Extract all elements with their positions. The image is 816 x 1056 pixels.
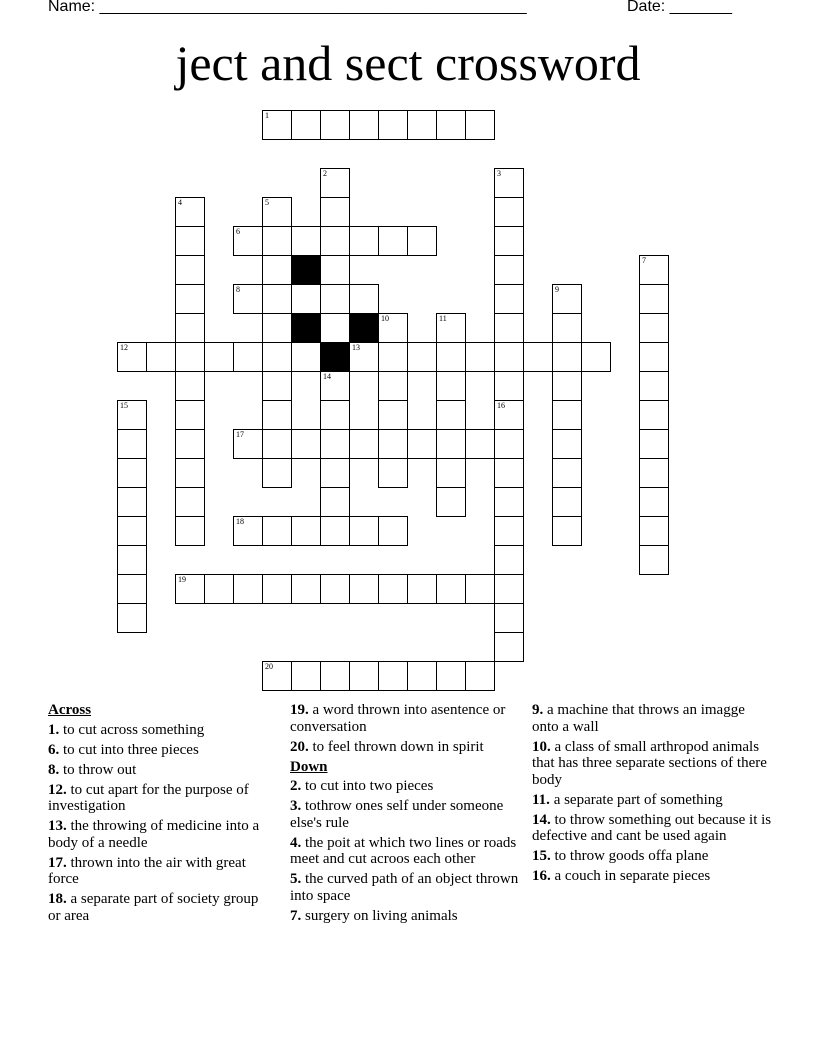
grid-cell[interactable]	[175, 313, 205, 343]
grid-cell[interactable]	[436, 313, 466, 343]
clue-across-18: 18. a separate part of society group or area	[48, 891, 259, 924]
grid-cell[interactable]	[494, 197, 524, 227]
grid-cell[interactable]	[494, 458, 524, 488]
grid-cell[interactable]	[465, 574, 495, 604]
clue-number: 16	[497, 401, 505, 410]
clues-column-2	[290, 702, 525, 928]
clue-number: 12	[120, 343, 128, 352]
clue-down-14: 14. to throw something out because it is defective and cant be used again	[532, 811, 772, 844]
grid-cell[interactable]	[291, 429, 321, 459]
grid-cell[interactable]	[233, 284, 263, 314]
clue-down-11: 11. a separate part of something	[532, 791, 723, 808]
clue-down-2: 2. to cut into two pieces	[290, 778, 434, 794]
grid-cell[interactable]	[146, 342, 176, 372]
grid-cell[interactable]	[436, 574, 466, 604]
grid-cell[interactable]	[552, 458, 582, 488]
clue-number: 15	[120, 401, 128, 410]
grid-cell[interactable]	[639, 371, 669, 401]
grid-cell[interactable]	[378, 371, 408, 401]
grid-cell[interactable]	[639, 487, 669, 517]
grid-cell[interactable]	[117, 487, 147, 517]
black-square	[292, 256, 320, 284]
black-square	[350, 314, 378, 342]
clue-across-1: 1. to cut across something	[48, 721, 205, 738]
grid-cell[interactable]	[436, 110, 466, 140]
grid-cell[interactable]	[349, 661, 379, 691]
grid-cell[interactable]	[407, 661, 437, 691]
grid-cell[interactable]	[117, 574, 147, 604]
grid-cell[interactable]	[552, 400, 582, 430]
grid-cell[interactable]	[117, 603, 147, 633]
grid-cell[interactable]	[465, 110, 495, 140]
grid-cell[interactable]	[117, 516, 147, 546]
grid-cell[interactable]	[407, 226, 437, 256]
grid-cell[interactable]	[494, 255, 524, 285]
grid-cell[interactable]	[291, 226, 321, 256]
grid-cell[interactable]	[291, 574, 321, 604]
clue-down-7: 7. surgery on living animals	[290, 907, 458, 924]
page-title: ject and sect crossword	[175, 35, 641, 91]
grid-cell[interactable]	[175, 284, 205, 314]
grid-cell[interactable]	[465, 342, 495, 372]
grid-cell[interactable]	[175, 255, 205, 285]
clue-number: 2	[323, 169, 327, 178]
grid-cell[interactable]	[436, 371, 466, 401]
grid-cell[interactable]	[378, 516, 408, 546]
grid-cell[interactable]	[204, 574, 234, 604]
clue-number: 9	[555, 285, 559, 294]
grid-cell[interactable]	[320, 661, 350, 691]
clue-number: 18	[236, 517, 244, 526]
grid-cell[interactable]	[639, 313, 669, 343]
grid-cell[interactable]	[175, 226, 205, 256]
grid-cell[interactable]	[494, 226, 524, 256]
grid-cell[interactable]	[175, 487, 205, 517]
grid-cell[interactable]	[349, 226, 379, 256]
grid-cell[interactable]	[465, 661, 495, 691]
grid-cell[interactable]	[436, 342, 466, 372]
across-heading: Across	[48, 702, 92, 718]
grid-cell[interactable]	[639, 400, 669, 430]
grid-cell[interactable]	[117, 429, 147, 459]
clue-number: 19	[178, 575, 186, 584]
grid-cell[interactable]	[465, 429, 495, 459]
grid-cell[interactable]	[523, 342, 553, 372]
grid-cell[interactable]	[320, 197, 350, 227]
grid-cell[interactable]	[320, 255, 350, 285]
clue-across-8: 8. to throw out	[48, 761, 137, 778]
clue-across-17: 17. thrown into the air with great force	[48, 854, 246, 887]
grid-cell[interactable]	[291, 342, 321, 372]
grid-cell[interactable]	[175, 574, 205, 604]
grid-cell[interactable]	[291, 284, 321, 314]
grid-cell[interactable]	[552, 342, 582, 372]
grid-cell[interactable]	[494, 313, 524, 343]
black-square	[292, 314, 320, 342]
grid-cell[interactable]	[320, 110, 350, 140]
grid-cell[interactable]	[320, 574, 350, 604]
down-heading: Down	[290, 758, 328, 775]
grid-cell[interactable]	[494, 371, 524, 401]
grid-cell[interactable]	[204, 342, 234, 372]
grid-cell[interactable]	[233, 516, 263, 546]
grid-cell[interactable]	[262, 197, 292, 227]
grid-cell[interactable]	[407, 110, 437, 140]
clue-number: 6	[236, 227, 240, 236]
grid-cell[interactable]	[349, 516, 379, 546]
grid-cell[interactable]	[262, 516, 292, 546]
clue-number: 14	[323, 372, 331, 381]
grid-cell[interactable]	[639, 342, 669, 372]
grid-cell[interactable]	[378, 226, 408, 256]
clue-across-19: 19. a word thrown into asentence or conversation	[290, 702, 506, 735]
clue-down-9: 9. a machine that throws an imagge onto a wall	[532, 702, 745, 735]
name-field-label: Name: ________________________________________________	[48, 0, 527, 15]
clue-down-3: 3. tothrow ones self under someone else's rule	[290, 798, 504, 831]
grid-cell[interactable]	[262, 226, 292, 256]
grid-cell[interactable]	[436, 661, 466, 691]
grid-cell[interactable]	[320, 168, 350, 198]
grid-cell[interactable]	[320, 400, 350, 430]
grid-cell[interactable]	[262, 110, 292, 140]
grid-cell[interactable]	[494, 516, 524, 546]
grid-cell[interactable]	[175, 371, 205, 401]
grid-cell[interactable]	[552, 313, 582, 343]
grid-cell[interactable]	[233, 429, 263, 459]
clue-across-13: 13. the throwing of medicine into a body of a needle	[48, 818, 260, 851]
grid-cell[interactable]	[494, 487, 524, 517]
grid-cell[interactable]	[552, 487, 582, 517]
clues-column-1	[48, 702, 273, 928]
grid-cell[interactable]	[262, 342, 292, 372]
grid-cell[interactable]	[175, 516, 205, 546]
clue-number: 8	[236, 285, 240, 294]
grid-cell[interactable]	[320, 342, 350, 372]
clue-number: 17	[236, 430, 244, 439]
grid-cell[interactable]	[552, 516, 582, 546]
grid-cell[interactable]	[378, 574, 408, 604]
grid-cell[interactable]	[639, 429, 669, 459]
grid-cell[interactable]	[639, 458, 669, 488]
grid-cell[interactable]	[262, 400, 292, 430]
grid-cell[interactable]	[552, 371, 582, 401]
grid-cell[interactable]	[378, 458, 408, 488]
grid-cell[interactable]	[494, 574, 524, 604]
clue-down-16: 16. a couch in separate pieces	[532, 868, 711, 884]
grid-cell[interactable]	[378, 342, 408, 372]
clue-number: 13	[352, 343, 360, 352]
grid-cell[interactable]	[233, 574, 263, 604]
grid-cell[interactable]	[407, 342, 437, 372]
clue-across-20: 20. to feel thrown down in spirit	[290, 738, 484, 755]
grid-cell[interactable]	[378, 313, 408, 343]
grid-cell[interactable]	[349, 284, 379, 314]
grid-cell[interactable]	[320, 429, 350, 459]
grid-cell[interactable]	[494, 400, 524, 430]
grid-cell[interactable]	[262, 284, 292, 314]
grid-cell[interactable]	[320, 226, 350, 256]
grid-cell[interactable]	[117, 545, 147, 575]
grid-cell[interactable]	[320, 313, 350, 343]
clue-number: 1	[265, 111, 269, 120]
grid-cell[interactable]	[639, 545, 669, 575]
clue-number: 7	[642, 256, 646, 265]
grid-cell[interactable]	[494, 342, 524, 372]
grid-cell[interactable]	[552, 429, 582, 459]
date-field-label: Date: _______	[627, 0, 732, 15]
grid-cell[interactable]	[349, 110, 379, 140]
grid-cell[interactable]	[436, 487, 466, 517]
grid-cell[interactable]	[378, 400, 408, 430]
grid-cell[interactable]	[378, 110, 408, 140]
grid-cell[interactable]	[349, 342, 379, 372]
grid-cell[interactable]	[494, 545, 524, 575]
grid-cell[interactable]	[639, 255, 669, 285]
grid-cell[interactable]	[320, 371, 350, 401]
grid-cell[interactable]	[349, 574, 379, 604]
clue-number: 5	[265, 198, 269, 207]
clue-number: 11	[439, 314, 447, 323]
clue-number: 4	[178, 198, 182, 207]
grid-cell[interactable]	[175, 458, 205, 488]
grid-cell[interactable]	[378, 661, 408, 691]
grid-cell[interactable]	[117, 342, 147, 372]
grid-cell[interactable]	[233, 226, 263, 256]
grid-cell[interactable]	[494, 284, 524, 314]
grid-cell[interactable]	[320, 458, 350, 488]
clue-across-12: 12. to cut apart for the purpose of investigation	[48, 781, 249, 814]
grid-cell[interactable]	[175, 400, 205, 430]
grid-cell[interactable]	[378, 429, 408, 459]
grid-cell[interactable]	[320, 487, 350, 517]
grid-cell[interactable]	[175, 429, 205, 459]
grid-cell[interactable]	[494, 429, 524, 459]
grid-cell[interactable]	[262, 574, 292, 604]
clue-number: 3	[497, 169, 501, 178]
grid-cell[interactable]	[349, 429, 379, 459]
grid-cell[interactable]	[320, 516, 350, 546]
grid-cell[interactable]	[639, 284, 669, 314]
grid-cell[interactable]	[552, 284, 582, 314]
grid-cell[interactable]	[262, 661, 292, 691]
grid-cell[interactable]	[262, 429, 292, 459]
grid-cell[interactable]	[320, 284, 350, 314]
clues-column-3	[532, 702, 772, 888]
grid-cell[interactable]	[262, 371, 292, 401]
grid-cell[interactable]	[494, 632, 524, 662]
clue-number: 10	[381, 314, 389, 323]
clue-down-5: 5. the curved path of an object thrown into space	[290, 871, 519, 904]
clue-across-6: 6. to cut into three pieces	[48, 741, 199, 758]
grid-cell[interactable]	[117, 400, 147, 430]
clue-number: 20	[265, 662, 273, 671]
grid-cell[interactable]	[407, 574, 437, 604]
grid-cell[interactable]	[175, 342, 205, 372]
clue-down-4: 4. the poit at which two lines or roads meet and cut acroos each other	[290, 834, 517, 867]
grid-cell[interactable]	[291, 516, 321, 546]
grid-cell[interactable]	[262, 458, 292, 488]
grid-cell[interactable]	[494, 603, 524, 633]
grid-cell[interactable]	[494, 168, 524, 198]
grid-cell[interactable]	[436, 400, 466, 430]
grid-cell[interactable]	[262, 255, 292, 285]
grid-cell[interactable]	[291, 661, 321, 691]
grid-cell[interactable]	[233, 342, 263, 372]
clue-down-15: 15. to throw goods offa plane	[532, 848, 709, 864]
grid-cell[interactable]	[262, 313, 292, 343]
grid-cell[interactable]	[407, 429, 437, 459]
grid-cell[interactable]	[117, 458, 147, 488]
grid-cell[interactable]	[436, 429, 466, 459]
grid-cell[interactable]	[436, 458, 466, 488]
clue-down-10: 10. a class of small arthropod animals that has three separate sections of there body	[532, 738, 767, 788]
grid-cell[interactable]	[175, 197, 205, 227]
grid-cell[interactable]	[291, 110, 321, 140]
grid-cell[interactable]	[581, 342, 611, 372]
grid-cell[interactable]	[639, 516, 669, 546]
